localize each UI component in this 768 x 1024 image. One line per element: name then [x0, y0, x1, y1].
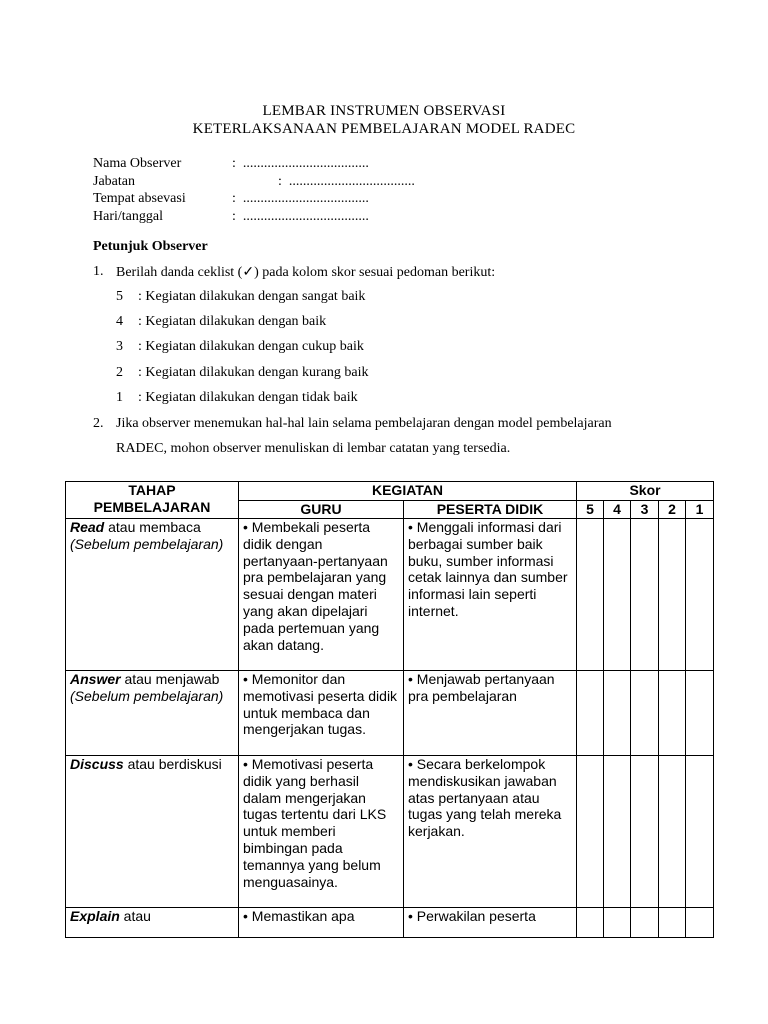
score-checkbox-1[interactable] — [686, 908, 714, 938]
guru-activity-cell: • Membekali peserta didik dengan pertanyaan-pertanyaan pra pembelajaran yang sesuai dengan materi yang akan dipelajari pada pertemuan yang akan datang. — [239, 519, 404, 671]
identity-label: Jabatan — [93, 173, 135, 189]
scale-text: : Kegiatan dilakukan dengan cukup baik — [138, 339, 364, 354]
score-checkbox-5[interactable] — [577, 756, 604, 908]
header-peserta: PESERTA DIDIK — [404, 501, 577, 519]
stage-cell — [66, 671, 239, 756]
identity-value: : .................................... — [232, 208, 369, 224]
header-score-1: 1 — [686, 501, 714, 519]
guru-activity-cell: • Memonitor dan memotivasi peserta didik untuk membaca dan mengerjakan tugas. — [239, 671, 404, 756]
scale-score: 1 — [116, 390, 123, 405]
instruction-text-line1: Jika observer menemukan hal-hal lain selama pembelajaran dengan model pembelajaran — [116, 416, 612, 431]
scale-text: : Kegiatan dilakukan dengan kurang baik — [138, 365, 369, 380]
header-score-4: 4 — [604, 501, 631, 519]
table-row-answer — [66, 671, 714, 756]
scale-score: 4 — [116, 314, 123, 329]
score-checkbox-5[interactable] — [577, 908, 604, 938]
peserta-activity-cell: • Menggali informasi dari berbagai sumber baik buku, sumber informasi cetak lainnya dan sumber informasi lain seperti internet. — [404, 519, 577, 671]
identity-value: : .................................... — [232, 191, 369, 206]
score-checkbox-5[interactable] — [577, 671, 604, 756]
stage-desc: atau membaca — [104, 519, 201, 535]
stage-cell — [66, 756, 239, 908]
score-checkbox-4[interactable] — [604, 908, 631, 938]
score-checkbox-2[interactable] — [659, 756, 686, 908]
scale-score: 3 — [116, 339, 123, 354]
stage-desc: atau berdiskusi — [123, 756, 222, 772]
stage-name: Read — [70, 519, 105, 535]
identity-value: : .................................... — [278, 173, 415, 189]
score-checkbox-4[interactable] — [604, 519, 631, 671]
identity-label: Nama Observer — [93, 156, 182, 171]
scale-score: 2 — [116, 365, 123, 380]
stage-name: Discuss — [70, 756, 124, 772]
score-checkbox-3[interactable] — [631, 756, 659, 908]
stage-cell — [66, 519, 239, 671]
score-checkbox-1[interactable] — [686, 671, 714, 756]
instruction-number: 1. — [93, 264, 104, 279]
instructions-heading: Petunjuk Observer — [93, 239, 208, 254]
stage-name: Explain — [70, 908, 120, 924]
table-row-read — [66, 519, 714, 671]
document-title-line2: KETERLAKSANAAN PEMBELAJARAN MODEL RADEC — [192, 121, 576, 137]
table-row-explain — [66, 908, 714, 938]
scale-text: : Kegiatan dilakukan dengan sangat baik — [138, 289, 366, 304]
stage-name: Answer — [70, 671, 121, 687]
header-score-2: 2 — [659, 501, 686, 519]
instruction-text: Berilah danda ceklist (✓) pada kolom skor sesuai pedoman berikut: — [116, 265, 496, 280]
identity-value: : .................................... — [232, 156, 369, 171]
stage-desc: atau menjawab — [120, 671, 220, 687]
stage-note: (Sebelum pembelajaran) — [70, 687, 224, 704]
stage-desc: atau — [119, 908, 151, 924]
observation-table — [65, 481, 714, 938]
instruction-text-line2: RADEC, mohon observer menuliskan di lembar catatan yang tersedia. — [116, 441, 511, 456]
score-checkbox-4[interactable] — [604, 756, 631, 908]
stage-note: (Sebelum pembelajaran) — [70, 535, 224, 552]
score-checkbox-2[interactable] — [659, 671, 686, 756]
score-checkbox-2[interactable] — [659, 519, 686, 671]
header-skor: Skor — [577, 482, 714, 501]
header-score-5: 5 — [577, 501, 604, 519]
score-checkbox-1[interactable] — [686, 519, 714, 671]
identity-label: Tempat absevasi — [93, 191, 186, 206]
score-checkbox-3[interactable] — [631, 908, 659, 938]
stage-cell — [66, 908, 239, 938]
score-checkbox-5[interactable] — [577, 519, 604, 671]
guru-activity-cell: • Memastikan apa — [239, 908, 404, 938]
peserta-activity-cell: • Secara berkelompok mendiskusikan jawaban atas pertanyaan atau tugas yang telah mereka kerjakan. — [404, 756, 577, 908]
identity-label: Hari/tanggal — [93, 208, 163, 224]
score-checkbox-2[interactable] — [659, 908, 686, 938]
document-title-line1: LEMBAR INSTRUMEN OBSERVASI — [262, 103, 506, 119]
peserta-activity-cell: • Menjawab pertanyaan pra pembelajaran — [404, 671, 577, 756]
table-row-discuss — [66, 756, 714, 908]
instruction-number: 2. — [93, 416, 104, 431]
header-score-3: 3 — [631, 501, 659, 519]
scale-text: : Kegiatan dilakukan dengan tidak baik — [138, 390, 358, 405]
header-tahap: TAHAP PEMBELAJARAN — [66, 482, 239, 519]
score-checkbox-3[interactable] — [631, 671, 659, 756]
header-kegiatan: KEGIATAN — [239, 482, 577, 501]
score-checkbox-1[interactable] — [686, 756, 714, 908]
peserta-activity-cell: • Perwakilan peserta — [404, 908, 577, 938]
scale-text: : Kegiatan dilakukan dengan baik — [138, 314, 327, 329]
score-checkbox-4[interactable] — [604, 671, 631, 756]
scale-score: 5 — [116, 289, 123, 304]
guru-activity-cell: • Memotivasi peserta didik yang berhasil dalam mengerjakan tugas tertentu dari LKS untuk memberi bimbingan pada temannya yang belum menguasainya. — [239, 756, 404, 908]
header-guru: GURU — [239, 501, 404, 519]
score-checkbox-3[interactable] — [631, 519, 659, 671]
